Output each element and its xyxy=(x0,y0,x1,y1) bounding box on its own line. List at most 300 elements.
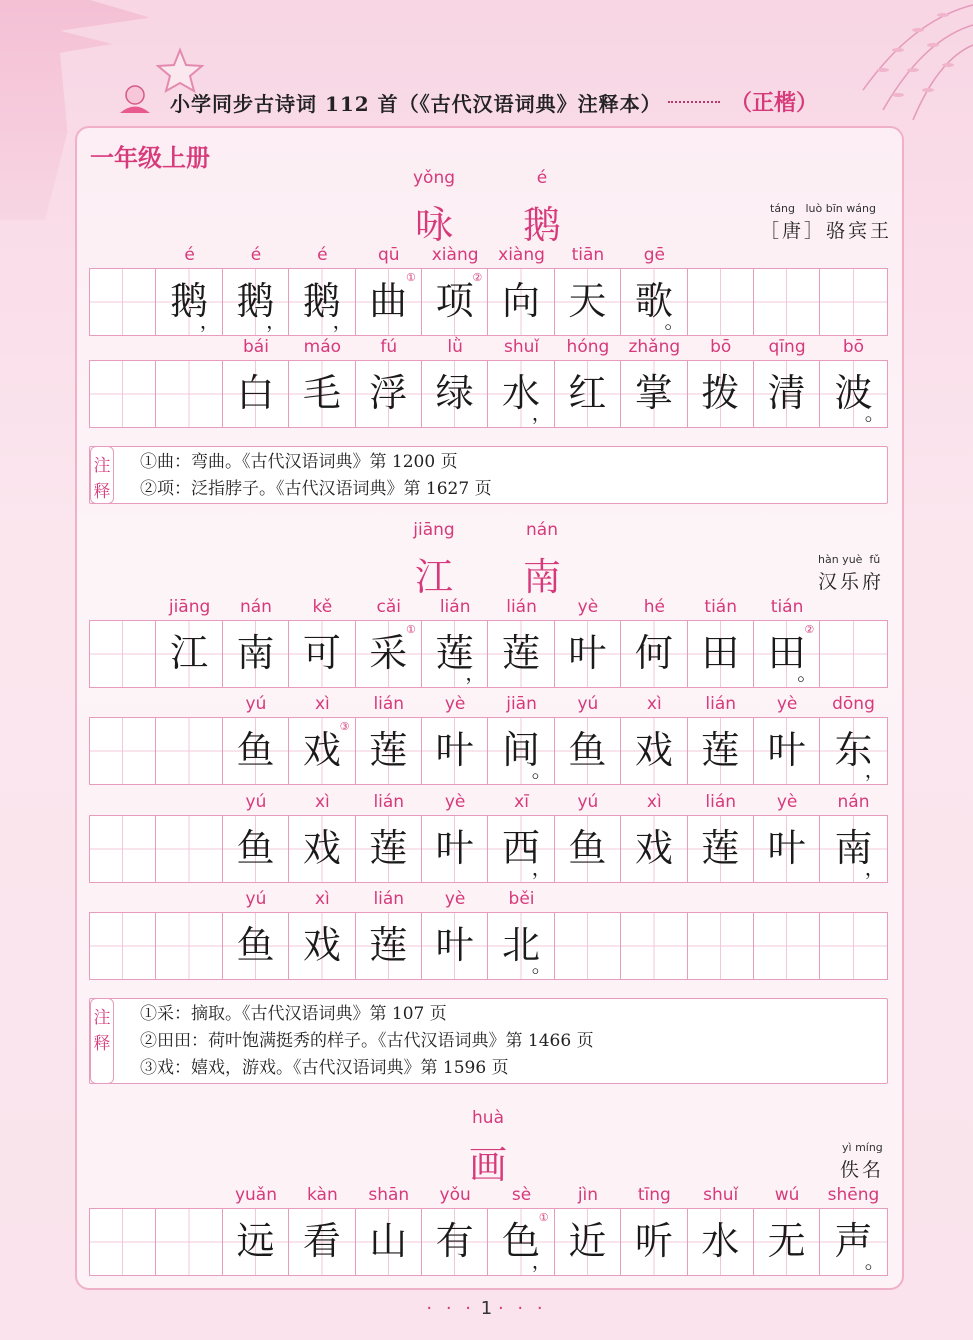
poem-character: 可 xyxy=(302,631,341,675)
poem-character: 莲 xyxy=(701,826,740,870)
character-pinyin: yè xyxy=(776,792,798,812)
character-pinyin: xì xyxy=(646,694,662,714)
character-grid-row xyxy=(89,1208,888,1276)
punctuation-mark: 。 xyxy=(864,401,885,425)
character-pinyin: qīng xyxy=(768,337,806,357)
poem-author: ［唐］骆宾王 xyxy=(760,220,893,242)
character-pinyin: yǒu xyxy=(439,1185,471,1205)
grid-cell xyxy=(621,361,687,427)
poem-character: 鱼 xyxy=(236,826,275,870)
grid-cell xyxy=(356,269,422,335)
character-pinyin: yè xyxy=(577,597,599,617)
character-pinyin: bō xyxy=(842,337,865,357)
punctuation-mark: ， xyxy=(465,661,486,685)
grid-cell xyxy=(90,718,156,784)
character-grid-row xyxy=(89,815,888,883)
poem-character: 鱼 xyxy=(568,826,607,870)
poem-character: 山 xyxy=(369,1219,408,1263)
poem-title-char: 画 xyxy=(468,1143,507,1187)
grid-cell xyxy=(356,621,422,687)
character-pinyin xyxy=(555,889,621,911)
character-pinyin: xī xyxy=(514,792,529,812)
character-pinyin: tiān xyxy=(571,245,605,265)
character-pinyin: nán xyxy=(837,792,870,812)
grid-cell xyxy=(156,816,222,882)
grid-cell xyxy=(621,1209,687,1275)
grid-cell xyxy=(156,361,222,427)
poem-title-char: 咏 xyxy=(414,203,453,247)
pinyin-row xyxy=(90,792,887,814)
grid-cell xyxy=(422,718,488,784)
poem-character: 莲 xyxy=(369,923,408,967)
grid-cell xyxy=(422,621,488,687)
grid-cell xyxy=(156,718,222,784)
grid-cell xyxy=(688,269,754,335)
poem-character: 绿 xyxy=(435,371,474,415)
pinyin-row xyxy=(90,1185,887,1207)
character-pinyin: yè xyxy=(444,889,466,909)
character-pinyin xyxy=(754,889,820,911)
grid-cell xyxy=(754,269,820,335)
grid-cell xyxy=(555,913,621,979)
grid-cell xyxy=(754,361,820,427)
page-number-dots: · · · xyxy=(497,1298,547,1319)
title-pinyin: nán xyxy=(526,520,558,540)
character-grid-row xyxy=(89,912,888,980)
character-pinyin: lián xyxy=(439,597,471,617)
grid-cell xyxy=(356,361,422,427)
character-pinyin: yuǎn xyxy=(234,1185,277,1205)
note-reference-marker: ② xyxy=(804,623,815,636)
poem-character: 戏 xyxy=(302,923,341,967)
character-pinyin: é xyxy=(250,245,262,265)
grid-cell xyxy=(90,269,156,335)
poem-character: 鱼 xyxy=(236,923,275,967)
grid-cell xyxy=(356,1209,422,1275)
poem-character: 何 xyxy=(634,631,673,675)
character-pinyin xyxy=(90,1185,156,1207)
grid-cell xyxy=(820,816,886,882)
page-number xyxy=(0,1298,973,1319)
character-pinyin xyxy=(621,889,687,911)
poem-character: 西 xyxy=(502,826,541,870)
notes-list xyxy=(140,1001,877,1082)
grid-cell xyxy=(754,718,820,784)
punctuation-mark: ， xyxy=(266,309,287,333)
header-dotted-leader xyxy=(668,101,720,103)
poem-character: 莲 xyxy=(502,631,541,675)
punctuation-mark: 。 xyxy=(864,1249,885,1273)
poem-character: 近 xyxy=(568,1219,607,1263)
note-item: ①采：摘取。《古代汉语词典》第 107 页 xyxy=(140,1004,447,1024)
grid-cell xyxy=(820,913,886,979)
character-pinyin: gē xyxy=(643,245,665,265)
grid-cell xyxy=(754,1209,820,1275)
grid-cell xyxy=(289,1209,355,1275)
poem-title-char: 鹅 xyxy=(522,203,561,247)
grid-cell xyxy=(754,621,820,687)
pinyin-row xyxy=(90,889,887,911)
book-title: 小学同步古诗词 112 首（《古代汉语词典》注释本） xyxy=(170,92,662,116)
punctuation-mark: 。 xyxy=(531,953,552,977)
poem-character: 浮 xyxy=(369,371,408,415)
character-pinyin: xì xyxy=(314,694,330,714)
punctuation-mark: ， xyxy=(864,758,885,782)
character-pinyin xyxy=(688,889,754,911)
poem-character: 有 xyxy=(435,1219,474,1263)
character-pinyin xyxy=(754,245,820,267)
poem-character: 叶 xyxy=(435,826,474,870)
character-grid-row xyxy=(89,717,888,785)
grid-cell xyxy=(688,621,754,687)
grid-cell xyxy=(688,1209,754,1275)
character-grid-row xyxy=(89,268,888,336)
notes-list xyxy=(140,449,877,503)
note-reference-marker: ② xyxy=(472,271,483,284)
title-pinyin: é xyxy=(536,168,548,188)
character-pinyin: é xyxy=(317,245,328,265)
poem-character: 清 xyxy=(767,371,806,415)
pinyin-row xyxy=(90,694,887,716)
author-pinyin: hàn yuè fǔ xyxy=(818,553,881,566)
character-grid-row xyxy=(89,360,888,428)
grid-cell xyxy=(289,269,355,335)
grid-cell xyxy=(555,816,621,882)
poem-character: 戏 xyxy=(634,826,673,870)
grid-cell xyxy=(754,816,820,882)
page-number-value: 1 xyxy=(480,1298,493,1319)
character-grid-row xyxy=(89,620,888,688)
character-pinyin: xì xyxy=(314,889,330,909)
poem-character: 南 xyxy=(834,826,873,870)
character-pinyin: yú xyxy=(245,889,267,909)
grid-cell xyxy=(820,361,886,427)
character-pinyin: máo xyxy=(303,337,342,357)
character-pinyin: hé xyxy=(643,597,665,617)
grid-cell xyxy=(223,816,289,882)
poem-character: 看 xyxy=(302,1219,341,1263)
character-pinyin: yú xyxy=(245,792,267,812)
character-pinyin xyxy=(156,889,222,911)
character-pinyin: jiān xyxy=(506,694,537,714)
character-pinyin: lián xyxy=(373,792,405,812)
poem-author: 佚名 xyxy=(840,1159,885,1181)
grid-cell xyxy=(820,621,886,687)
grid-cell xyxy=(422,1209,488,1275)
character-pinyin: bái xyxy=(243,337,269,357)
note-reference-marker: ③ xyxy=(339,720,350,733)
poem-character: 红 xyxy=(568,371,607,415)
grid-cell xyxy=(223,718,289,784)
grid-cell xyxy=(289,816,355,882)
character-pinyin xyxy=(688,245,754,267)
poem-character: 东 xyxy=(834,728,873,772)
grid-cell xyxy=(422,269,488,335)
grid-cell xyxy=(223,1209,289,1275)
character-pinyin xyxy=(90,597,156,619)
character-pinyin: shuǐ xyxy=(703,1185,739,1205)
character-pinyin: fú xyxy=(380,337,398,357)
grid-cell xyxy=(555,1209,621,1275)
poem-character: 天 xyxy=(568,279,607,323)
grid-cell xyxy=(289,913,355,979)
poem-character: 田 xyxy=(701,631,740,675)
poem-character: 项 xyxy=(435,279,474,323)
grid-cell xyxy=(156,621,222,687)
author-pinyin: táng luò bīn wáng xyxy=(770,202,876,215)
punctuation-mark: ， xyxy=(332,309,353,333)
character-pinyin: sè xyxy=(511,1185,532,1205)
poem-character: 鱼 xyxy=(568,728,607,772)
grid-cell xyxy=(688,361,754,427)
poem-character: 莲 xyxy=(435,631,474,675)
notes-tag: 注释 xyxy=(90,446,114,504)
poem-character: 戏 xyxy=(302,826,341,870)
grid-cell xyxy=(289,621,355,687)
grid-cell xyxy=(754,913,820,979)
note-reference-marker: ① xyxy=(406,271,416,284)
grade-heading: 一年级上册 xyxy=(90,143,210,172)
grid-cell xyxy=(621,718,687,784)
poem-author: 汉乐府 xyxy=(818,571,885,593)
character-pinyin: jiāng xyxy=(168,597,211,617)
grid-cell xyxy=(90,816,156,882)
character-pinyin: shēng xyxy=(827,1185,880,1205)
character-pinyin: yú xyxy=(577,694,599,714)
pinyin-row xyxy=(90,337,887,359)
character-pinyin: xiàng xyxy=(498,245,545,265)
grid-cell xyxy=(90,361,156,427)
grid-cell xyxy=(488,269,554,335)
poem-character: 波 xyxy=(834,371,873,415)
grid-cell xyxy=(820,718,886,784)
grid-cell xyxy=(488,816,554,882)
grid-cell xyxy=(555,361,621,427)
punctuation-mark: ， xyxy=(199,309,220,333)
character-pinyin: tián xyxy=(704,597,737,617)
poem-character: 南 xyxy=(236,631,275,675)
font-style-label: （正楷） xyxy=(730,91,819,116)
poem-character: 鹅 xyxy=(170,279,209,323)
poem-character: 掌 xyxy=(634,371,673,415)
poem-character: 向 xyxy=(502,279,541,323)
grid-cell xyxy=(688,816,754,882)
grid-cell xyxy=(488,361,554,427)
grid-cell xyxy=(555,621,621,687)
pinyin-row xyxy=(90,245,887,267)
character-pinyin: nán xyxy=(239,597,272,617)
poem-character: 江 xyxy=(170,631,209,675)
poem-character: 莲 xyxy=(369,826,408,870)
grid-cell xyxy=(156,269,222,335)
character-pinyin: lián xyxy=(506,597,537,617)
grid-cell xyxy=(488,621,554,687)
grid-cell xyxy=(555,269,621,335)
grid-cell xyxy=(90,621,156,687)
poem-title-char: 南 xyxy=(522,555,561,599)
poem-character: 歌 xyxy=(634,279,673,323)
character-pinyin: qū xyxy=(377,245,400,265)
poem-character: 采 xyxy=(369,631,408,675)
character-pinyin: kàn xyxy=(306,1185,338,1205)
poem-character: 北 xyxy=(502,923,541,967)
author-pinyin: yì míng xyxy=(842,1141,883,1154)
note-reference-marker: ① xyxy=(406,623,416,636)
grid-cell xyxy=(820,269,886,335)
character-pinyin xyxy=(156,792,222,814)
title-pinyin: jiāng xyxy=(413,520,455,540)
grid-cell xyxy=(621,621,687,687)
grid-cell xyxy=(223,361,289,427)
character-pinyin: dōng xyxy=(832,694,875,714)
character-pinyin xyxy=(90,889,156,911)
grid-cell xyxy=(488,718,554,784)
character-pinyin: zhǎng xyxy=(628,337,681,357)
character-pinyin: yú xyxy=(577,792,599,812)
note-item: ③戏：嬉戏，游戏。《古代汉语词典》第 1596 页 xyxy=(140,1058,509,1078)
character-pinyin: shuǐ xyxy=(503,337,540,357)
title-pinyin: huà xyxy=(472,1108,504,1128)
grid-cell xyxy=(356,816,422,882)
character-pinyin: yú xyxy=(245,694,267,714)
grid-cell xyxy=(488,913,554,979)
grid-cell xyxy=(156,913,222,979)
grid-cell xyxy=(422,361,488,427)
punctuation-mark: ， xyxy=(864,856,885,880)
character-pinyin xyxy=(90,245,156,267)
grid-cell xyxy=(90,1209,156,1275)
character-pinyin xyxy=(156,1185,222,1207)
character-pinyin: cǎi xyxy=(376,597,401,617)
note-item: ②项：泛指脖子。《古代汉语词典》第 1627 页 xyxy=(140,479,492,499)
notes-tag: 注释 xyxy=(90,998,114,1084)
grid-cell xyxy=(289,718,355,784)
pinyin-row xyxy=(90,597,887,619)
character-pinyin: shān xyxy=(368,1185,410,1205)
poem-character: 叶 xyxy=(767,728,806,772)
grid-cell xyxy=(422,816,488,882)
poem-character: 声 xyxy=(834,1219,873,1263)
character-pinyin: xì xyxy=(646,792,662,812)
title-pinyin: yǒng xyxy=(412,168,456,188)
poem-character: 白 xyxy=(236,371,275,415)
poem-character: 听 xyxy=(634,1219,673,1263)
character-pinyin: jìn xyxy=(577,1185,599,1205)
character-pinyin: xì xyxy=(314,792,330,812)
punctuation-mark: ， xyxy=(531,401,552,425)
punctuation-mark: 。 xyxy=(664,309,685,333)
poem-character: 色 xyxy=(502,1219,541,1263)
character-pinyin: lǜ xyxy=(447,337,463,357)
grid-cell xyxy=(223,621,289,687)
character-pinyin xyxy=(90,792,156,814)
grid-cell xyxy=(356,718,422,784)
character-pinyin xyxy=(90,694,156,716)
page-number-dots: · · · xyxy=(426,1298,476,1319)
poem-character: 拨 xyxy=(701,371,740,415)
character-pinyin xyxy=(90,337,156,359)
poem-character: 莲 xyxy=(369,728,408,772)
notes-box xyxy=(89,446,888,504)
character-pinyin: yè xyxy=(444,694,466,714)
character-pinyin xyxy=(156,694,222,716)
grid-cell xyxy=(488,1209,554,1275)
character-pinyin: yè xyxy=(444,792,466,812)
poem-character: 叶 xyxy=(767,826,806,870)
character-pinyin: tián xyxy=(770,597,804,617)
poem-character: 间 xyxy=(502,728,541,772)
poem-character: 莲 xyxy=(701,728,740,772)
grid-cell xyxy=(289,361,355,427)
grid-cell xyxy=(621,816,687,882)
character-pinyin: kě xyxy=(312,597,333,617)
grid-cell xyxy=(621,913,687,979)
poem-character: 戏 xyxy=(302,728,341,772)
character-pinyin xyxy=(820,597,886,619)
grid-cell xyxy=(422,913,488,979)
poem-character: 田 xyxy=(767,631,806,675)
poem-title-char: 江 xyxy=(414,555,453,599)
character-pinyin: hóng xyxy=(566,337,610,357)
character-pinyin: bō xyxy=(710,337,732,357)
poem-character: 远 xyxy=(236,1219,275,1263)
character-pinyin: lián xyxy=(373,889,405,909)
poem-character: 叶 xyxy=(435,728,474,772)
poem-character: 水 xyxy=(502,371,541,415)
character-pinyin xyxy=(820,889,886,911)
poem-character: 鹅 xyxy=(302,279,341,323)
poem-character: 鹅 xyxy=(236,279,275,323)
character-pinyin: xiàng xyxy=(431,245,479,265)
poem-character: 鱼 xyxy=(236,728,275,772)
note-item: ②田田：荷叶饱满挺秀的样子。《古代汉语词典》第 1466 页 xyxy=(140,1031,594,1051)
character-pinyin: tīng xyxy=(637,1185,671,1205)
character-pinyin xyxy=(156,337,222,359)
character-pinyin xyxy=(820,245,886,267)
poem-character: 毛 xyxy=(302,371,341,415)
poem-character: 曲 xyxy=(369,279,408,323)
character-pinyin: lián xyxy=(705,792,737,812)
punctuation-mark: 。 xyxy=(797,661,818,685)
grid-cell xyxy=(223,913,289,979)
grid-cell xyxy=(820,1209,886,1275)
notes-box xyxy=(89,998,888,1084)
grid-cell xyxy=(156,1209,222,1275)
character-pinyin: wú xyxy=(774,1185,800,1205)
character-pinyin: é xyxy=(184,245,195,265)
grid-cell xyxy=(621,269,687,335)
character-pinyin: běi xyxy=(508,889,535,909)
grid-cell xyxy=(356,913,422,979)
note-item: ①曲：弯曲。《古代汉语词典》第 1200 页 xyxy=(140,452,458,472)
poem-character: 戏 xyxy=(634,728,673,772)
grid-cell xyxy=(90,913,156,979)
poem-character: 叶 xyxy=(435,923,474,967)
punctuation-mark: ， xyxy=(531,1249,552,1273)
note-reference-marker: ① xyxy=(538,1211,549,1224)
grid-cell xyxy=(688,718,754,784)
character-pinyin: lián xyxy=(373,694,405,714)
poem-character: 无 xyxy=(767,1219,806,1263)
punctuation-mark: 。 xyxy=(531,758,552,782)
grid-cell xyxy=(555,718,621,784)
punctuation-mark: ， xyxy=(531,856,552,880)
character-pinyin: yè xyxy=(776,694,798,714)
poem-character: 水 xyxy=(701,1219,740,1263)
grid-cell xyxy=(688,913,754,979)
grid-cell xyxy=(223,269,289,335)
poem-character: 叶 xyxy=(568,631,607,675)
